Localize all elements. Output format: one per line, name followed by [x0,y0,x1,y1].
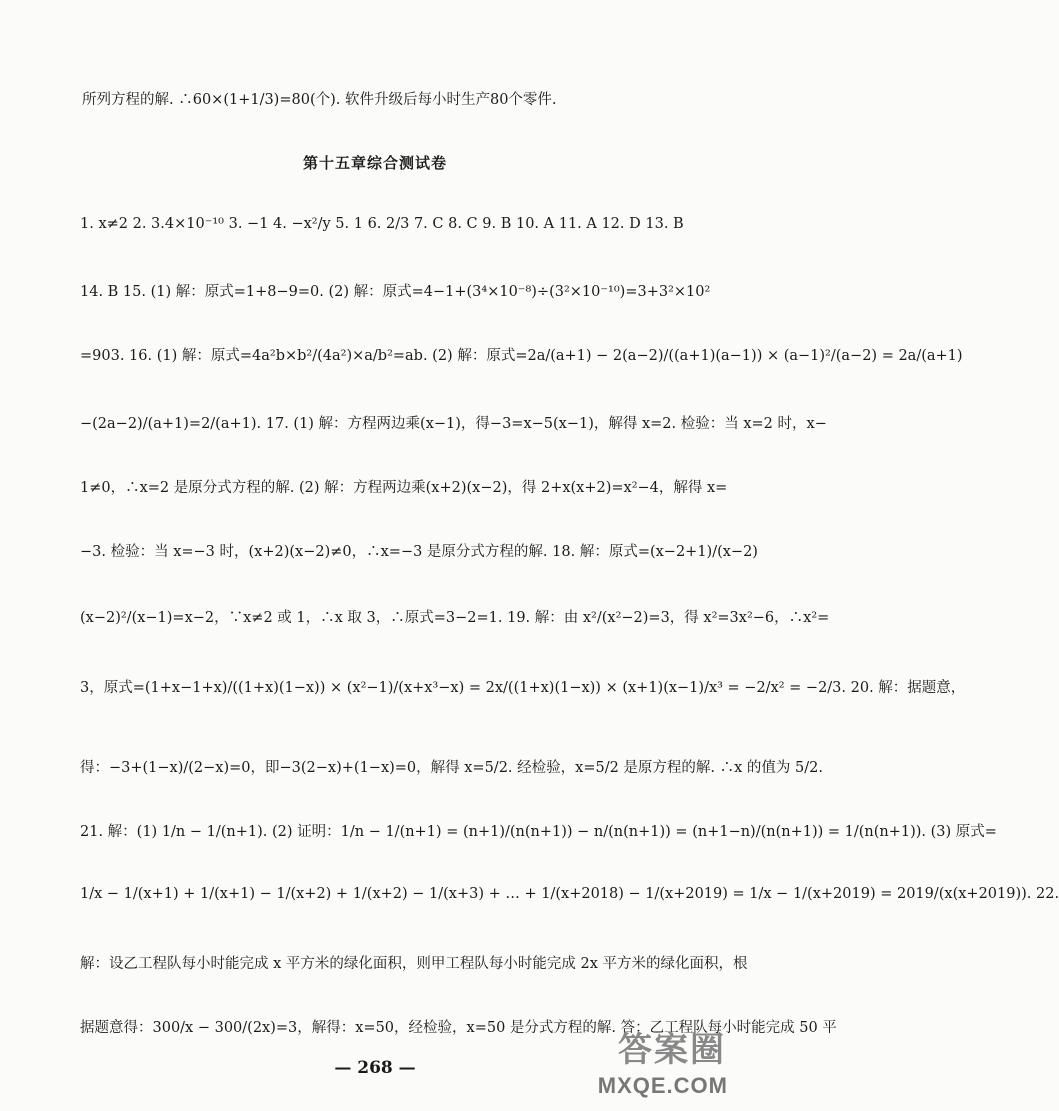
line-9-text: 得：−3+(1−x)/(2−x)=0，即−3(2−x)+(1−x)=0，解得 x=5/2. 经检验，x=5/2 是原方程的解. ∴x 的值为 5/2. [80,760,823,776]
line-13-text: 据题意得：300/x − 300/(2x)=3，解得：x=50，经检验，x=50 是分式方程的解. 答：乙工程队每小时能完成 50 平 [80,1020,837,1036]
text-line-12 [0,952,750,973]
line-12-text: 解：设乙工程队每小时能完成 x 平方米的绿化面积，则甲工程队每小时能完成 2x 平方米的绿化面积，根 [80,956,748,972]
text-line-1 [0,216,750,232]
watermark-logo: 答案圈 [618,1031,726,1069]
text-line-4 [0,412,827,433]
text-line-2 [0,280,750,301]
line-6-text: −3. 检验：当 x=−3 时，(x+2)(x−2)≠0，∴x=−3 是原分式方程的解. 18. 解：原式=(x−2+1)/(x−2) [80,544,758,560]
line-8-text: 3，原式=(1+x−1+x)/((1+x)(1−x)) × (x²−1)/(x+x³−x) = 2x/((1+x)(1−x)) × (x+1)(x−1)/x³ = −2/x² = −2/3. 20. 解：据题意， [80,680,966,696]
text-line-5 [0,476,750,497]
line-3-text: =903. 16. (1) 解：原式=4a²b×b²/(4a²)×a/b²=ab. (2) 解：原式=2a/(a+1) − 2(a−2)/((a+1)(a−1)) × (a−1)²/(a−2) = 2a/(a+1) [80,348,963,364]
text-line-11 [0,886,1059,902]
text-line-3 [0,344,963,365]
text-line-8 [0,676,966,697]
text-line-6 [0,540,758,561]
line-4-text: −(2a−2)/(a+1)=2/(a+1). 17. (1) 解：方程两边乘(x−1)，得−3=x−5(x−1)，解得 x=2. 检验：当 x=2 时，x− [80,416,827,432]
top-line-text: 所列方程的解. ∴60×(1+1/3)=80(个). 软件升级后每小时生产80个零件. [82,92,557,108]
line-1-text: 1. x≠2 2. 3.4×10⁻¹⁰ 3. −1 4. −x²/y 5. 1 6. 2/3 7. C 8. C 9. B 10. A 11. A 12. D 13. B [80,216,684,232]
line-7-text: (x−2)²/(x−1)=x−2，∵x≠2 或 1，∴x 取 3，∴原式=3−2=1. 19. 解：由 x²/(x²−2)=3，得 x²=3x²−6，∴x²= [80,610,830,626]
line-11-text: 1/x − 1/(x+1) + 1/(x+1) − 1/(x+2) + 1/(x+2) − 1/(x+3) + … + 1/(x+2018) − 1/(x+2019) = 1/x − 1/(x+2019) = 2019/(x(x+2019)). 22. [80,886,1059,902]
text-line-7 [0,606,830,627]
text-line-9 [0,756,823,777]
watermark-text: MXQE.COM [597,1073,728,1098]
text-line-top [0,88,750,109]
line-5-text: 1≠0，∴x=2 是原分式方程的解. (2) 解：方程两边乘(x+2)(x−2)，得 2+x(x+2)=x²−4，解得 x= [80,480,728,496]
line-2-text: 14. B 15. (1) 解：原式=1+8−9=0. (2) 解：原式=4−1+(3⁴×10⁻⁸)÷(3²×10⁻¹⁰)=3+3²×10² [80,284,711,300]
line-10-text: 21. 解：(1) 1/n − 1/(n+1). (2) 证明：1/n − 1/(n+1) = (n+1)/(n(n+1)) − n/(n(n+1)) = (n+1−n)/(n(n+1)) = 1/(n(n+1)). (3) 原式= [80,824,997,840]
page-number: — 268 — [334,1058,416,1078]
text-line-10 [0,820,997,841]
chapter-title: 第十五章综合测试卷 [302,154,447,172]
